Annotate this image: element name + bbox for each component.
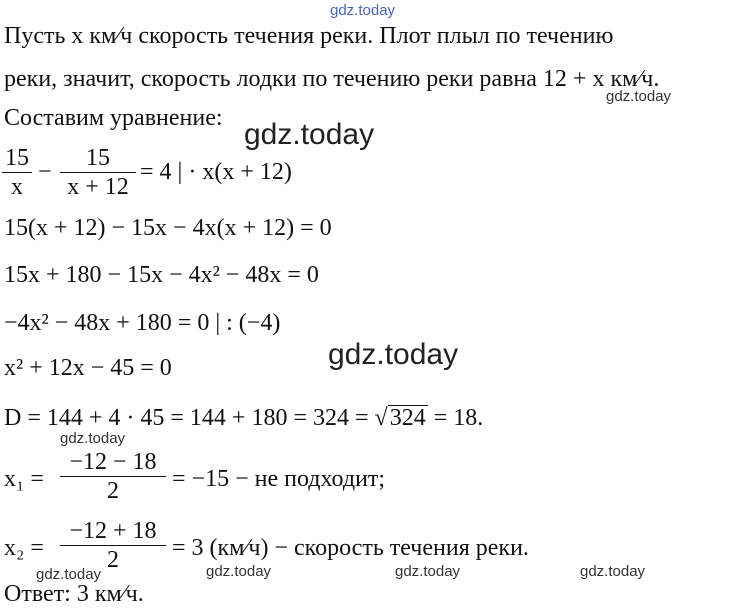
- x2-fraction: [60, 518, 166, 573]
- watermark-small-3: gdz.today: [36, 566, 102, 583]
- eq6-right: = 18.: [427, 405, 484, 431]
- watermark-small-4: gdz.today: [206, 563, 272, 580]
- fraction-bar: [60, 172, 136, 173]
- x2-denominator: 2: [107, 547, 119, 573]
- eq1-rest: = 4 | · x(x + 12): [140, 159, 292, 185]
- eq6-sqrt-value: 324: [389, 405, 426, 431]
- x2-numerator: −12 + 18: [69, 518, 157, 544]
- eq4: −4x² − 48x + 180 = 0 | : (−4): [4, 310, 281, 336]
- eq1-fraction-2: [60, 145, 136, 200]
- eq1-minus: −: [38, 159, 52, 185]
- x2-label: x₂ =: [4, 535, 44, 561]
- watermark-large-1: gdz.today: [244, 118, 375, 151]
- eq1-numerator-1: 15: [5, 145, 29, 171]
- problem-line-2: реки, значит, скорость лодки по течению реки равна 12 + x км⁄ч.: [4, 66, 660, 92]
- eq1-denominator-2: x + 12: [67, 174, 129, 200]
- x1-denominator: 2: [107, 478, 119, 504]
- x1-label: x₁ =: [4, 466, 44, 492]
- eq3: 15x + 180 − 15x − 4x² − 48x = 0: [4, 262, 319, 288]
- watermark-large-2: gdz.today: [328, 338, 459, 371]
- watermark-small-2: gdz.today: [60, 430, 126, 447]
- watermark-top: gdz.today: [330, 2, 396, 19]
- eq6-left: D = 144 + 4 · 45 = 144 + 180 = 324 =: [4, 405, 375, 431]
- eq5: x² + 12x − 45 = 0: [4, 355, 172, 381]
- fraction-bar: [2, 172, 32, 173]
- eq1-numerator-2: 15: [86, 145, 110, 171]
- eq2: 15(x + 12) − 15x − 4x(x + 12) = 0: [4, 215, 332, 241]
- eq6-discriminant: [4, 404, 483, 432]
- problem-line-3: Составим уравнение:: [4, 105, 223, 131]
- x1-fraction: [60, 449, 166, 504]
- sqrt-sign: √: [374, 405, 388, 431]
- watermark-small-6: gdz.today: [580, 563, 646, 580]
- eq1-denominator-1: x: [11, 174, 23, 200]
- watermark-small-1: gdz.today: [606, 88, 672, 105]
- answer: Ответ: 3 км⁄ч.: [4, 581, 144, 607]
- x1-rest: = −15 − не подходит;: [172, 466, 386, 492]
- watermark-small-5: gdz.today: [395, 563, 461, 580]
- fraction-bar: [60, 476, 166, 477]
- x2-rest: = 3 (км⁄ч) − скорость течения реки.: [172, 535, 529, 561]
- x1-numerator: −12 − 18: [69, 449, 157, 475]
- problem-line-1: Пусть x км⁄ч скорость течения реки. Плот плыл по течению: [4, 23, 614, 49]
- fraction-bar: [60, 545, 166, 546]
- eq1-fraction-1: [2, 145, 32, 200]
